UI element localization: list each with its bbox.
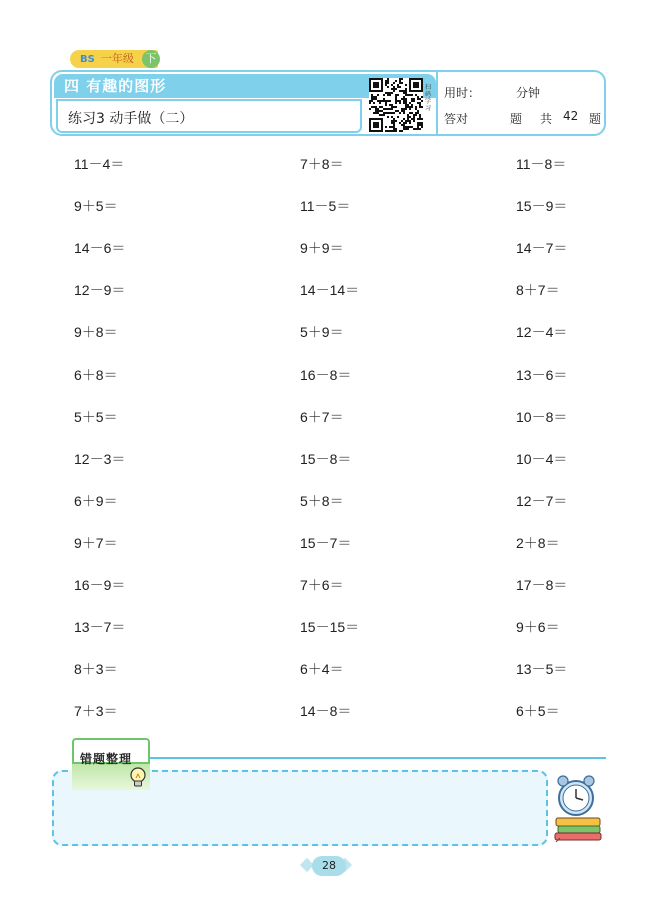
total-label: 共 <box>540 112 553 126</box>
problem-item: 15－8＝ <box>300 450 352 467</box>
problem-item: 14－8＝ <box>300 703 352 720</box>
problem-item: 9＋7＝ <box>74 534 118 551</box>
problem-item: 10－4＝ <box>516 450 568 467</box>
problem-item: 13－7＝ <box>74 619 126 636</box>
problem-item: 7＋8＝ <box>300 156 344 172</box>
qr-caption: 扫码学习 <box>425 84 432 112</box>
grade-name: 一年级 <box>100 52 134 65</box>
problem-item: 5＋8＝ <box>300 492 344 509</box>
problem-item: 6＋4＝ <box>300 661 344 678</box>
problem-item: 15－7＝ <box>300 534 352 551</box>
correct-label: 答对 <box>444 112 469 126</box>
alarm-clock-icon <box>552 772 604 842</box>
problem-item: 13－5＝ <box>516 661 568 678</box>
time-label: 用时： <box>444 86 481 100</box>
problem-item: 11－4＝ <box>74 156 125 172</box>
problem-item: 9＋9＝ <box>300 240 344 257</box>
problem-item: 9＋8＝ <box>74 324 118 341</box>
problem-item: 6＋7＝ <box>300 408 344 425</box>
problem-item: 8＋3＝ <box>74 661 118 678</box>
problem-item: 15－15＝ <box>300 619 360 636</box>
problem-item: 5＋9＝ <box>300 324 344 341</box>
problem-item: 11－8＝ <box>516 156 567 172</box>
volume-badge: 下 <box>142 50 160 68</box>
problem-item: 9＋6＝ <box>516 619 560 636</box>
problem-item: 9＋5＝ <box>74 198 118 215</box>
qr-code-icon[interactable] <box>369 78 423 132</box>
mistake-label: 错题整理 <box>80 752 133 766</box>
total-unit: 题 <box>589 112 602 126</box>
header-divider <box>436 72 438 134</box>
problem-item: 12－3＝ <box>74 450 126 467</box>
problem-item: 6＋9＝ <box>74 492 118 509</box>
problem-item: 6＋8＝ <box>74 366 118 383</box>
problem-item: 16－9＝ <box>74 577 126 593</box>
problem-item: 7＋6＝ <box>300 577 344 593</box>
problem-item: 10－8＝ <box>516 408 568 425</box>
problem-item: 14－14＝ <box>300 282 360 299</box>
problem-item: 2＋8＝ <box>516 534 560 551</box>
lightbulb-icon <box>128 766 148 790</box>
chapter-title: 四 有趣的图形 <box>64 77 167 95</box>
mistake-divider <box>150 757 606 759</box>
problem-item: 8＋7＝ <box>516 282 560 299</box>
problem-item: 14－6＝ <box>74 240 126 257</box>
problem-item: 13－6＝ <box>516 366 568 383</box>
correct-unit: 题 <box>510 112 523 126</box>
problem-item: 12－7＝ <box>516 492 568 509</box>
problem-item: 16－8＝ <box>300 366 352 383</box>
total-count: 42 <box>563 109 579 123</box>
lesson-title: 练习3 动手做（二） <box>68 111 194 127</box>
problem-item: 14－7＝ <box>516 240 568 257</box>
page-number: 28 <box>312 856 346 876</box>
problem-item: 12－9＝ <box>74 282 126 299</box>
grade-tag <box>70 50 158 68</box>
problem-item: 7＋3＝ <box>74 703 118 720</box>
qr-code-graphic <box>369 78 423 132</box>
problem-item: 6＋5＝ <box>516 703 560 720</box>
problem-item: 11－5＝ <box>300 198 351 215</box>
problem-item: 12－4＝ <box>516 324 568 341</box>
problem-item: 5＋5＝ <box>74 408 118 425</box>
grade-code: BS <box>80 54 95 65</box>
problem-item: 17－8＝ <box>516 577 568 593</box>
time-unit: 分钟 <box>516 86 541 100</box>
problem-item: 15－9＝ <box>516 198 568 215</box>
